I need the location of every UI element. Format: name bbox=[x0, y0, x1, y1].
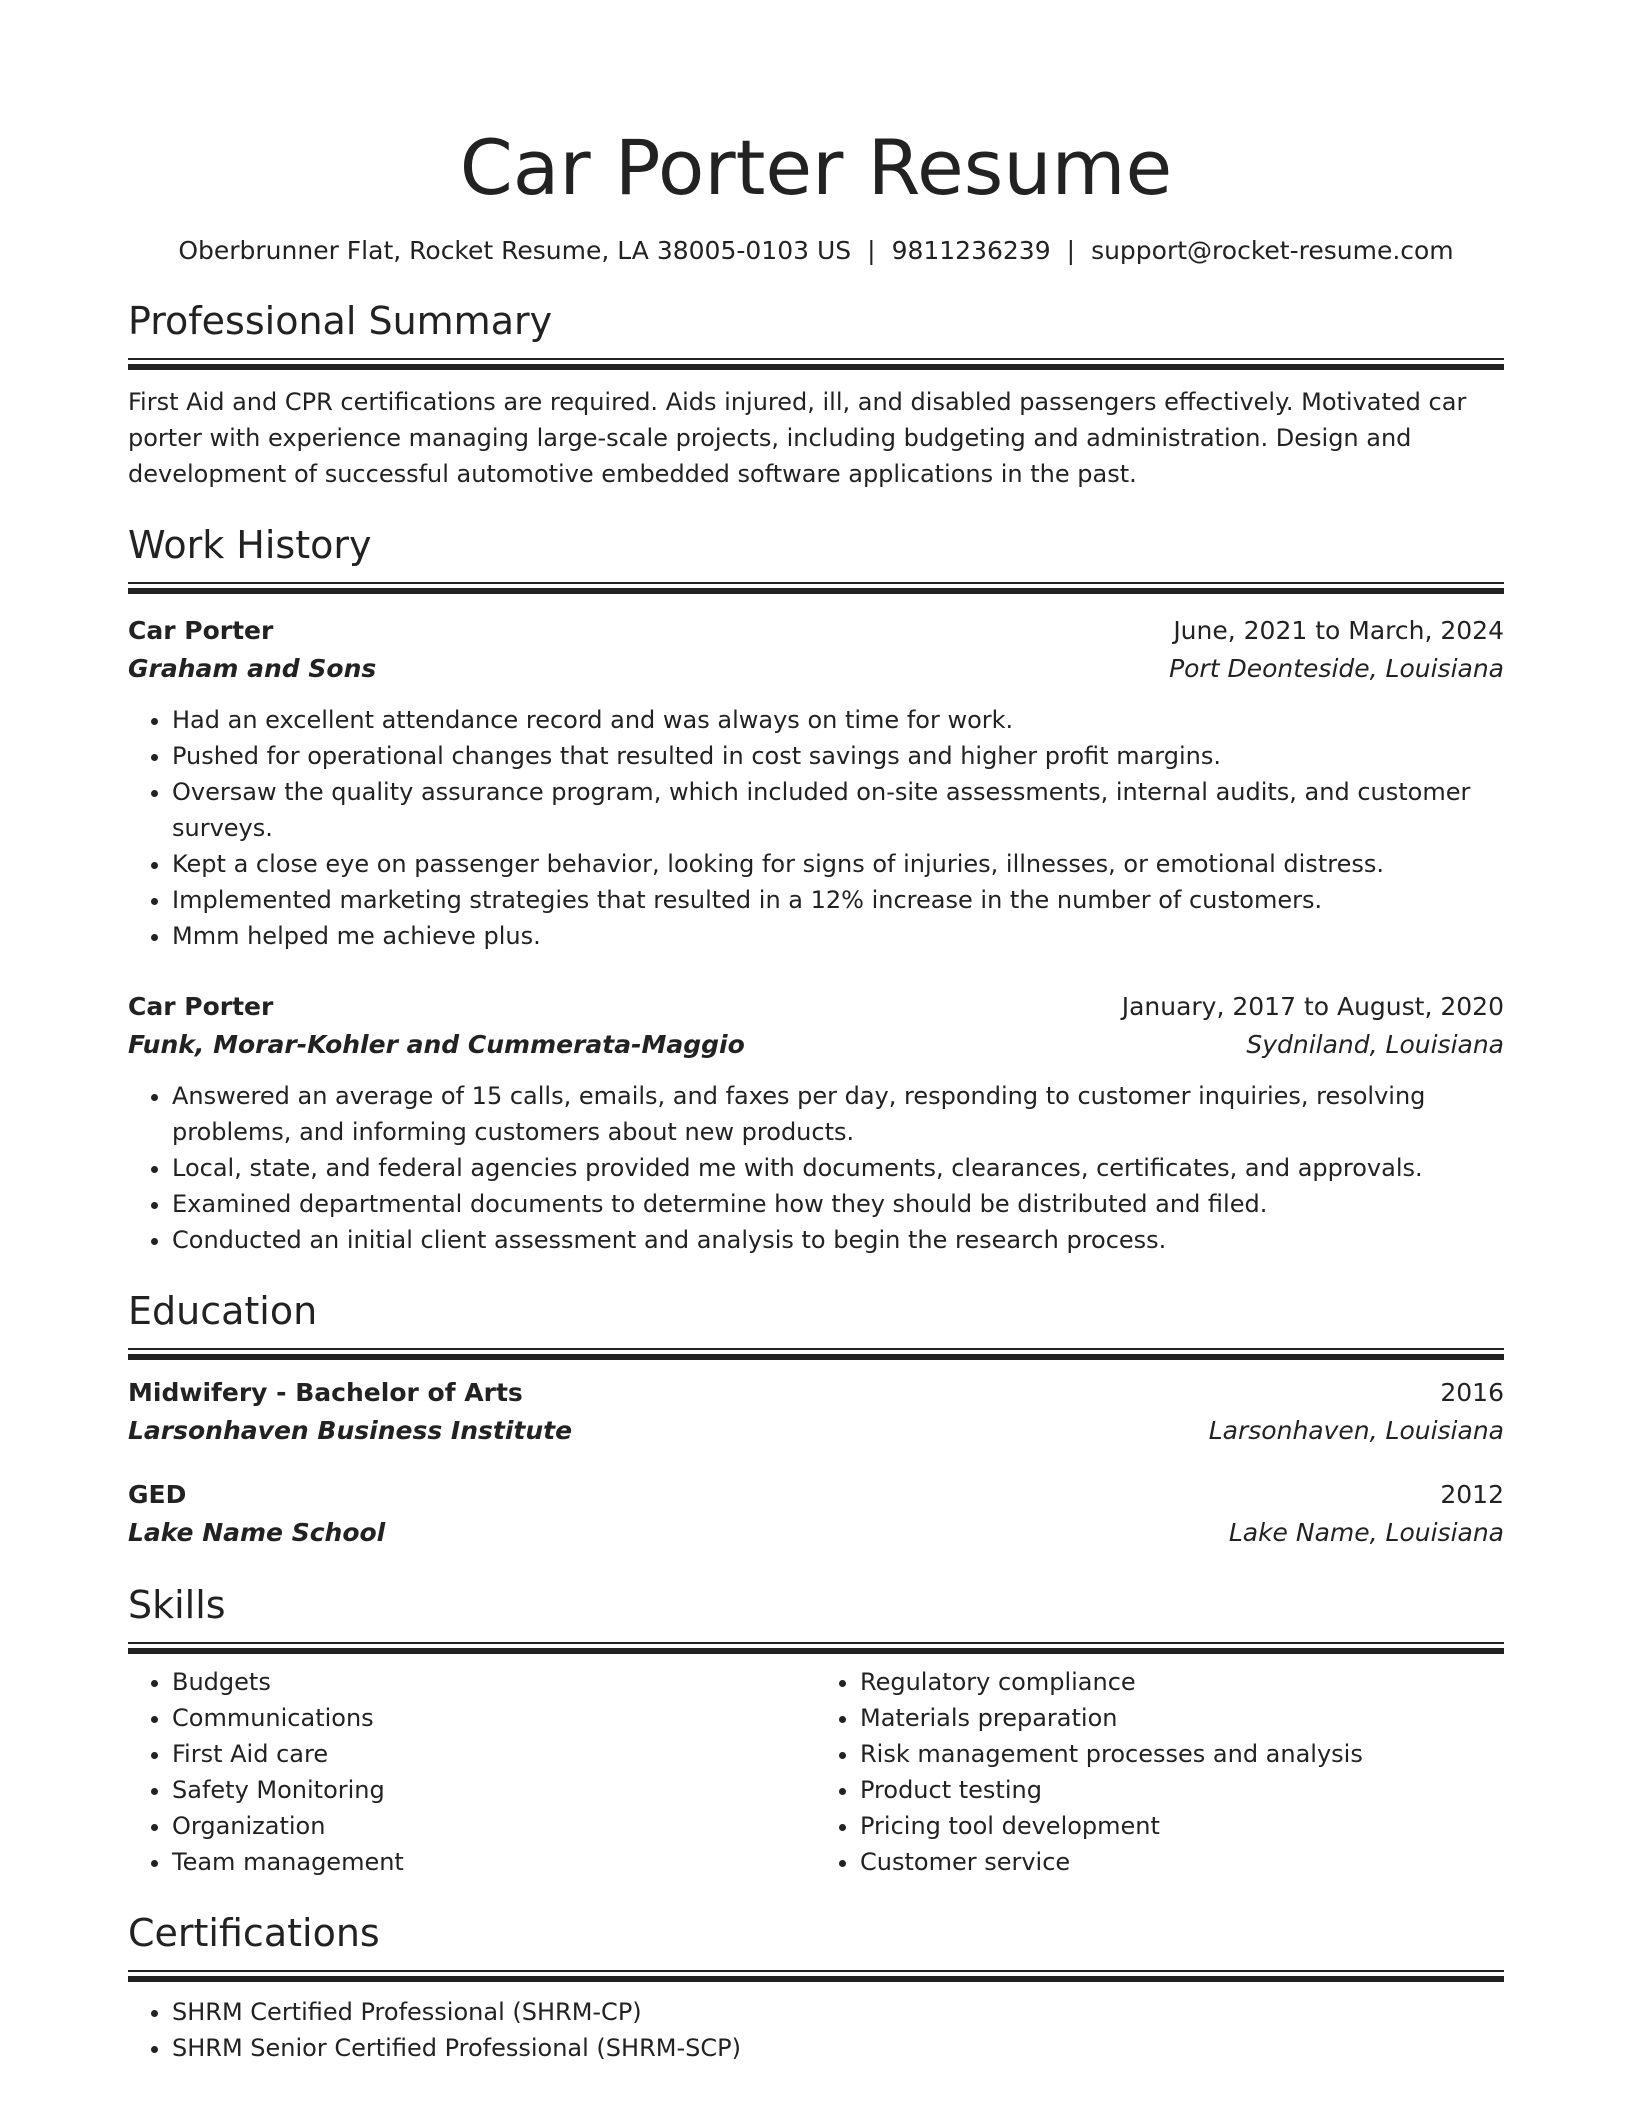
section-divider bbox=[128, 1970, 1504, 1982]
section-title-summary: Professional Summary bbox=[128, 299, 553, 343]
skills-columns bbox=[128, 1664, 1504, 1880]
skill-item: • Budgets bbox=[172, 1664, 816, 1700]
summary-text: First Aid and CPR certifications are required. Aids injured, ill, and disabled passengers effectively. Motivated car porter with experience managing large-scale projects, including budgeting and administration. Design and development of successful automotive embedded software applications in the past. bbox=[128, 388, 1467, 488]
job-entry bbox=[128, 612, 1504, 954]
contact-separator: | bbox=[867, 236, 876, 265]
skills-list-right bbox=[816, 1664, 1504, 1880]
job-bullet: • Implemented marketing strategies that resulted in a 12% increase in the number of customers. bbox=[172, 882, 1504, 918]
resume-page bbox=[128, 0, 1504, 2066]
section-divider bbox=[128, 582, 1504, 594]
education-entry bbox=[128, 1374, 1504, 1450]
section-divider bbox=[128, 1642, 1504, 1654]
education-location: Lake Name, Louisiana bbox=[1228, 1518, 1504, 1547]
education-school: Larsonhaven Business Institute bbox=[128, 1416, 573, 1445]
job-dates: January, 2017 to August, 2020 bbox=[1121, 992, 1504, 1021]
skill-item: • Pricing tool development bbox=[860, 1808, 1504, 1844]
education-school: Lake Name School bbox=[128, 1518, 386, 1547]
education-degree: GED bbox=[128, 1480, 187, 1509]
section-divider bbox=[128, 358, 1504, 370]
education-header-row bbox=[128, 1374, 1504, 1412]
education-year: 2016 bbox=[1440, 1378, 1504, 1407]
job-company-row bbox=[128, 1026, 1504, 1064]
job-title: Car Porter bbox=[128, 616, 274, 645]
certifications-list bbox=[128, 1994, 1504, 2066]
skill-item: • Customer service bbox=[860, 1844, 1504, 1880]
contact-email[interactable]: support@rocket-resume.com bbox=[1091, 236, 1454, 265]
education-entry bbox=[128, 1476, 1504, 1552]
section-title-work-history: Work History bbox=[128, 523, 372, 567]
education-header-row bbox=[128, 1476, 1504, 1514]
certification-item: • SHRM Certified Professional (SHRM-CP) bbox=[172, 1994, 1504, 2030]
work-history-section bbox=[128, 520, 1504, 1258]
job-header-row bbox=[128, 612, 1504, 650]
education-degree: Midwifery - Bachelor of Arts bbox=[128, 1378, 523, 1407]
education-school-row bbox=[128, 1412, 1504, 1450]
job-dates: June, 2021 to March, 2024 bbox=[1173, 616, 1504, 645]
section-title-education: Education bbox=[128, 1289, 318, 1333]
skill-item: • Organization bbox=[172, 1808, 816, 1844]
job-bullet: • Local, state, and federal agencies provided me with documents, clearances, certificates, and approvals. bbox=[172, 1150, 1504, 1186]
job-entry bbox=[128, 988, 1504, 1258]
contact-separator: | bbox=[1066, 236, 1076, 265]
certifications-section bbox=[128, 1908, 1504, 2066]
job-location: Sydniland, Louisiana bbox=[1246, 1030, 1504, 1059]
job-company: Funk, Morar-Kohler and Cummerata-Maggio bbox=[128, 1030, 745, 1059]
section-divider bbox=[128, 1348, 1504, 1360]
certification-item: • SHRM Senior Certified Professional (SHRM-SCP) bbox=[172, 2030, 1504, 2066]
job-location: Port Deonteside, Louisiana bbox=[1169, 654, 1504, 683]
education-section bbox=[128, 1286, 1504, 1552]
job-title: Car Porter bbox=[128, 992, 274, 1021]
section-title-certifications: Certifications bbox=[128, 1911, 380, 1955]
skill-item: • Safety Monitoring bbox=[172, 1772, 816, 1808]
job-bullet: • Examined departmental documents to determine how they should be distributed and filed. bbox=[172, 1186, 1504, 1222]
contact-phone: 9811236239 bbox=[891, 236, 1051, 265]
job-bullet: • Had an excellent attendance record and was always on time for work. bbox=[172, 702, 1504, 738]
resume-title: Car Porter Resume bbox=[459, 123, 1173, 212]
job-bullet: • Oversaw the quality assurance program, which included on-site assessments, internal audits, and customer surveys. bbox=[172, 774, 1504, 846]
section-title-skills: Skills bbox=[128, 1583, 226, 1627]
skills-section bbox=[128, 1580, 1504, 1880]
job-bullets bbox=[128, 1078, 1504, 1258]
skill-item: • Team management bbox=[172, 1844, 816, 1880]
contact-address: Oberbrunner Flat, Rocket Resume, LA 38005-0103 US bbox=[178, 236, 852, 265]
job-company: Graham and Sons bbox=[128, 654, 377, 683]
job-bullet: • Conducted an initial client assessment and analysis to begin the research process. bbox=[172, 1222, 1504, 1258]
job-bullet: • Mmm helped me achieve plus. bbox=[172, 918, 1504, 954]
skill-item: • First Aid care bbox=[172, 1736, 816, 1772]
job-bullet: • Answered an average of 15 calls, emails, and faxes per day, responding to customer inquiries, resolving problems, and informing customers about new products. bbox=[172, 1078, 1504, 1150]
education-school-row bbox=[128, 1514, 1504, 1552]
skill-item: • Product testing bbox=[860, 1772, 1504, 1808]
job-bullet: • Pushed for operational changes that resulted in cost savings and higher profit margins. bbox=[172, 738, 1504, 774]
skill-item: • Risk management processes and analysis bbox=[860, 1736, 1504, 1772]
skills-list-left bbox=[128, 1664, 816, 1880]
education-location: Larsonhaven, Louisiana bbox=[1208, 1416, 1504, 1445]
summary-section bbox=[128, 296, 1504, 492]
skill-item: • Communications bbox=[172, 1700, 816, 1736]
skill-item: • Regulatory compliance bbox=[860, 1664, 1504, 1700]
contact-line bbox=[128, 234, 1504, 268]
skill-item: • Materials preparation bbox=[860, 1700, 1504, 1736]
job-company-row bbox=[128, 650, 1504, 688]
job-bullets bbox=[128, 702, 1504, 954]
job-bullet: • Kept a close eye on passenger behavior, looking for signs of injuries, illnesses, or emotional distress. bbox=[172, 846, 1504, 882]
education-year: 2012 bbox=[1440, 1480, 1504, 1509]
job-header-row bbox=[128, 988, 1504, 1026]
